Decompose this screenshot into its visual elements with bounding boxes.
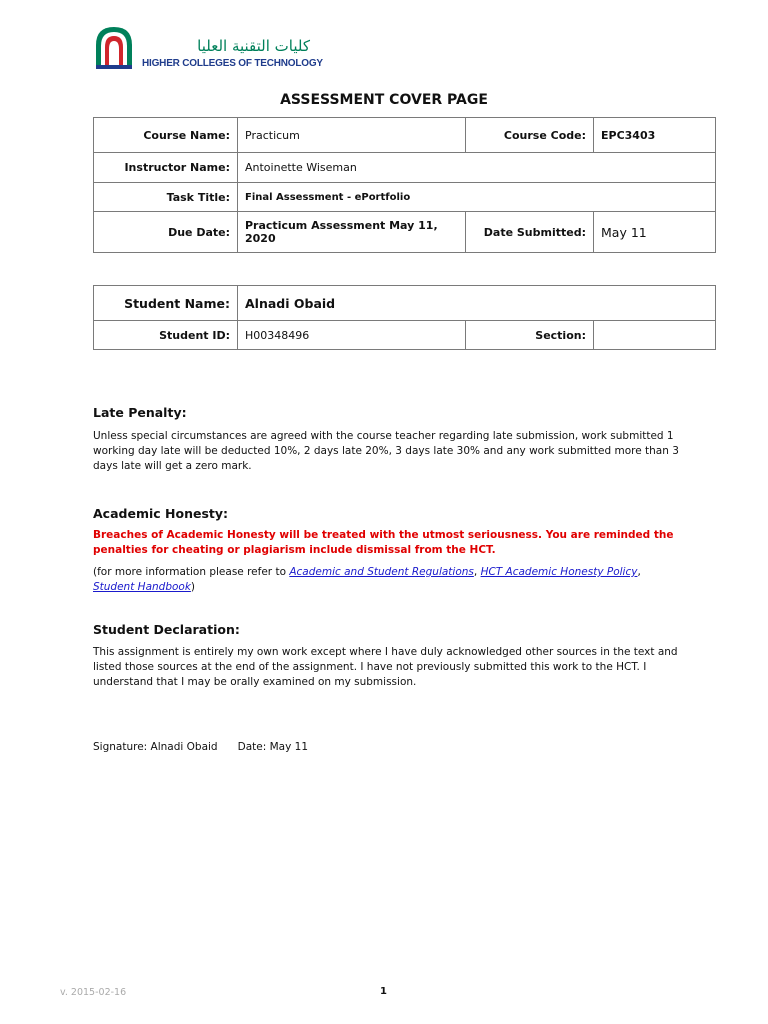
table-row [94,153,716,183]
task-title-label: Task Title: [94,183,238,212]
student-id-label: Student ID: [94,321,238,350]
info-prefix-text: (for more information please refer to [93,566,290,578]
section-value [594,321,716,350]
student-declaration-heading: Student Declaration: [93,622,240,637]
student-handbook-link[interactable]: Student Handbook [93,581,191,593]
hct-emblem-icon [92,23,136,71]
logo-arabic-text: كليات التقنية العليا [197,37,310,55]
course-name-label: Course Name: [94,118,238,153]
course-code-label: Course Code: [466,118,594,153]
student-name-value: Alnadi Obaid [238,286,716,321]
academic-honesty-info [93,565,683,595]
table-row [94,212,716,253]
table-row [94,321,716,350]
academic-honesty-policy-link[interactable]: HCT Academic Honesty Policy [480,566,638,578]
course-details-table [93,117,716,253]
hct-logo [92,23,323,73]
course-code-value: EPC3403 [594,118,716,153]
info-suffix-text: ) [190,581,196,593]
date-submitted-value: May 11 [594,212,716,253]
due-date-value: Practicum Assessment May 11, 2020 [238,212,466,253]
student-declaration-text: This assignment is entirely my own work except where I have duly acknowledged other sources in the text and listed those sources at the end of the assignment. I have not previously submitted this work to the HCT. I understand that I may be orally examined on my submission. [93,646,678,688]
academic-honesty-warning: Breaches of Academic Honesty will be treated with the utmost seriousness. You are reminded the penalties for cheating or plagiarism include dismissal from the HCT. [93,529,674,556]
academic-honesty-heading: Academic Honesty: [93,506,229,521]
student-id-value: H00348496 [238,321,466,350]
separator-text: , [473,566,481,578]
signature-line [93,741,308,753]
page-number: 1 [380,986,387,997]
late-penalty-text: Unless special circumstances are agreed with the course teacher regarding late submission, work submitted 1 working day late will be deducted 10%, 2 days late 20%, 3 days late 30% and any work submitted more than 3 days late will get a zero mark. [93,430,679,472]
signature-value: Alnadi Obaid [150,741,218,753]
signature-label: Signature: [93,741,151,753]
table-row [94,183,716,212]
version-text: v. 2015-02-16 [60,987,127,998]
date-submitted-label: Date Submitted: [466,212,594,253]
course-name-value: Practicum [238,118,466,153]
signature-date-value: May 11 [269,741,309,753]
due-date-label: Due Date: [94,212,238,253]
instructor-name-value: Antoinette Wiseman [238,153,716,183]
instructor-name-label: Instructor Name: [94,153,238,183]
student-details-table [93,285,716,350]
separator-text: , [637,566,641,578]
task-title-value: Final Assessment - ePortfolio [238,183,716,212]
table-row [94,286,716,321]
page-title: ASSESSMENT COVER PAGE [280,92,488,108]
section-label: Section: [466,321,594,350]
signature-date-label: Date: [237,741,270,753]
student-name-label: Student Name: [94,286,238,321]
table-row [94,118,716,153]
late-penalty-heading: Late Penalty: [93,405,187,420]
logo-english-text: HIGHER COLLEGES OF TECHNOLOGY [142,58,323,69]
academic-regulations-link[interactable]: Academic and Student Regulations [289,566,474,578]
